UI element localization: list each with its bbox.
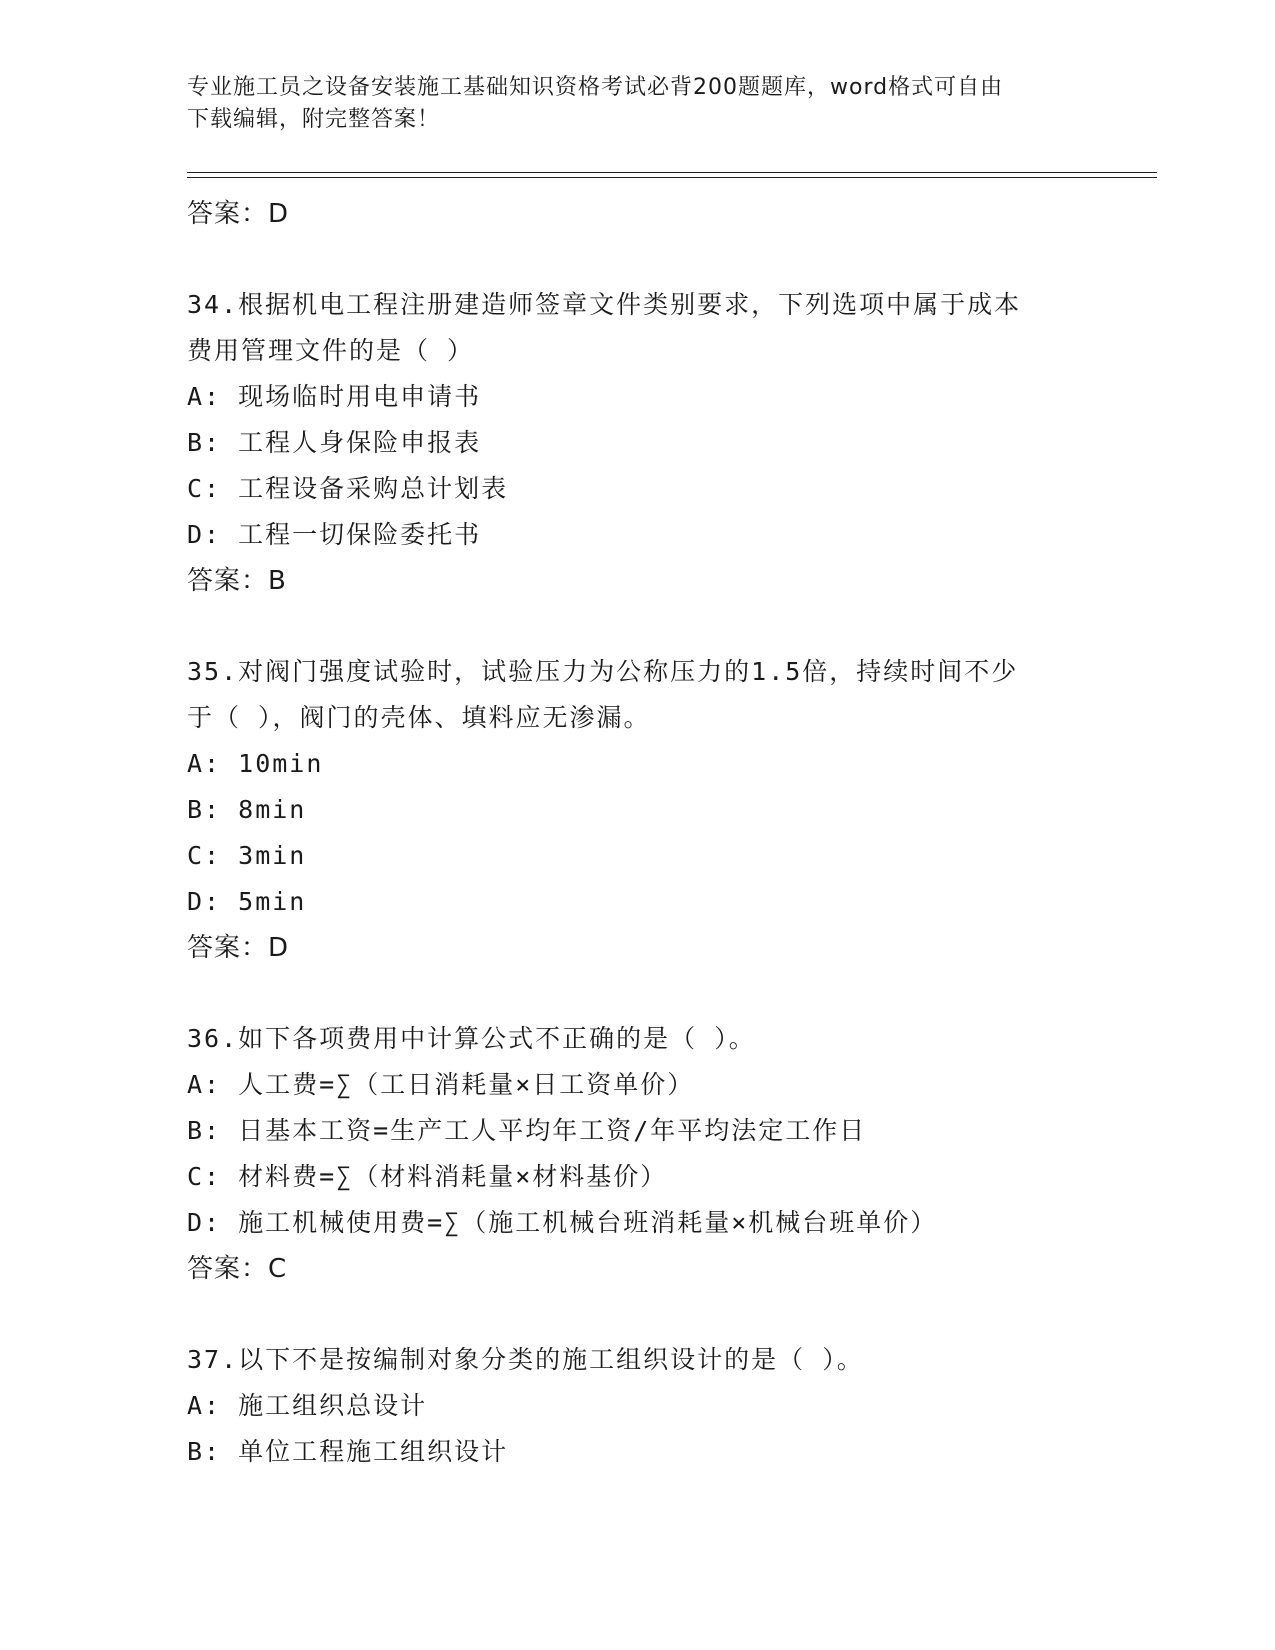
- option-c: C: 材料费=∑（材料消耗量×材料基价）: [187, 1162, 668, 1191]
- document-header: [187, 72, 1067, 136]
- option-d: D: 工程一切保险委托书: [187, 520, 482, 549]
- answer-label: 答案：D: [187, 933, 290, 963]
- option-b: B: 日基本工资=生产工人平均年工资/年平均法定工作日: [187, 1116, 867, 1145]
- question-37: [187, 1337, 1087, 1475]
- option-a: A: 现场临时用电申请书: [187, 382, 482, 411]
- question-stem-line: 35.对阀门强度试验时，试验压力为公称压力的1.5倍，持续时间不少: [187, 657, 1019, 686]
- question-34: [187, 282, 1087, 604]
- option-b: B: 8min: [187, 795, 307, 824]
- question-stem-line: 36.如下各项费用中计算公式不正确的是（ ）。: [187, 1024, 756, 1053]
- question-stem-line: 34.根据机电工程注册建造师签章文件类别要求，下列选项中属于成本: [187, 290, 1022, 319]
- header-divider-bottom: [187, 177, 1157, 178]
- option-d: D: 5min: [187, 887, 307, 916]
- question-stem-line: 37.以下不是按编制对象分类的施工组织设计的是（ ）。: [187, 1345, 864, 1374]
- option-c: C: 3min: [187, 841, 307, 870]
- question-list: [187, 191, 1087, 1475]
- header-line-1: 专业施工员之设备安装施工基础知识资格考试必背200题题库，word格式可自由: [187, 75, 1004, 100]
- question-stem-line: 费用管理文件的是（ ）: [187, 336, 475, 365]
- question-35: [187, 649, 1087, 971]
- question-stem-line: 于（ ），阀门的壳体、填料应无渗漏。: [187, 703, 651, 732]
- question-36: [187, 1016, 1087, 1292]
- previous-answer: 答案：D: [187, 199, 290, 229]
- option-a: A: 人工费=∑（工日消耗量×日工资单价）: [187, 1070, 695, 1099]
- option-a: A: 10min: [187, 749, 324, 778]
- option-d: D: 施工机械使用费=∑（施工机械台班消耗量×机械台班单价）: [187, 1208, 938, 1237]
- header-line-2: 下载编辑，附完整答案！: [187, 107, 441, 132]
- option-b: B: 单位工程施工组织设计: [187, 1437, 509, 1466]
- header-divider-top: [187, 172, 1157, 173]
- option-c: C: 工程设备采购总计划表: [187, 474, 509, 503]
- answer-label: 答案：C: [187, 1254, 288, 1284]
- option-b: B: 工程人身保险申报表: [187, 428, 482, 457]
- option-a: A: 施工组织总设计: [187, 1391, 428, 1420]
- answer-label: 答案：B: [187, 566, 287, 596]
